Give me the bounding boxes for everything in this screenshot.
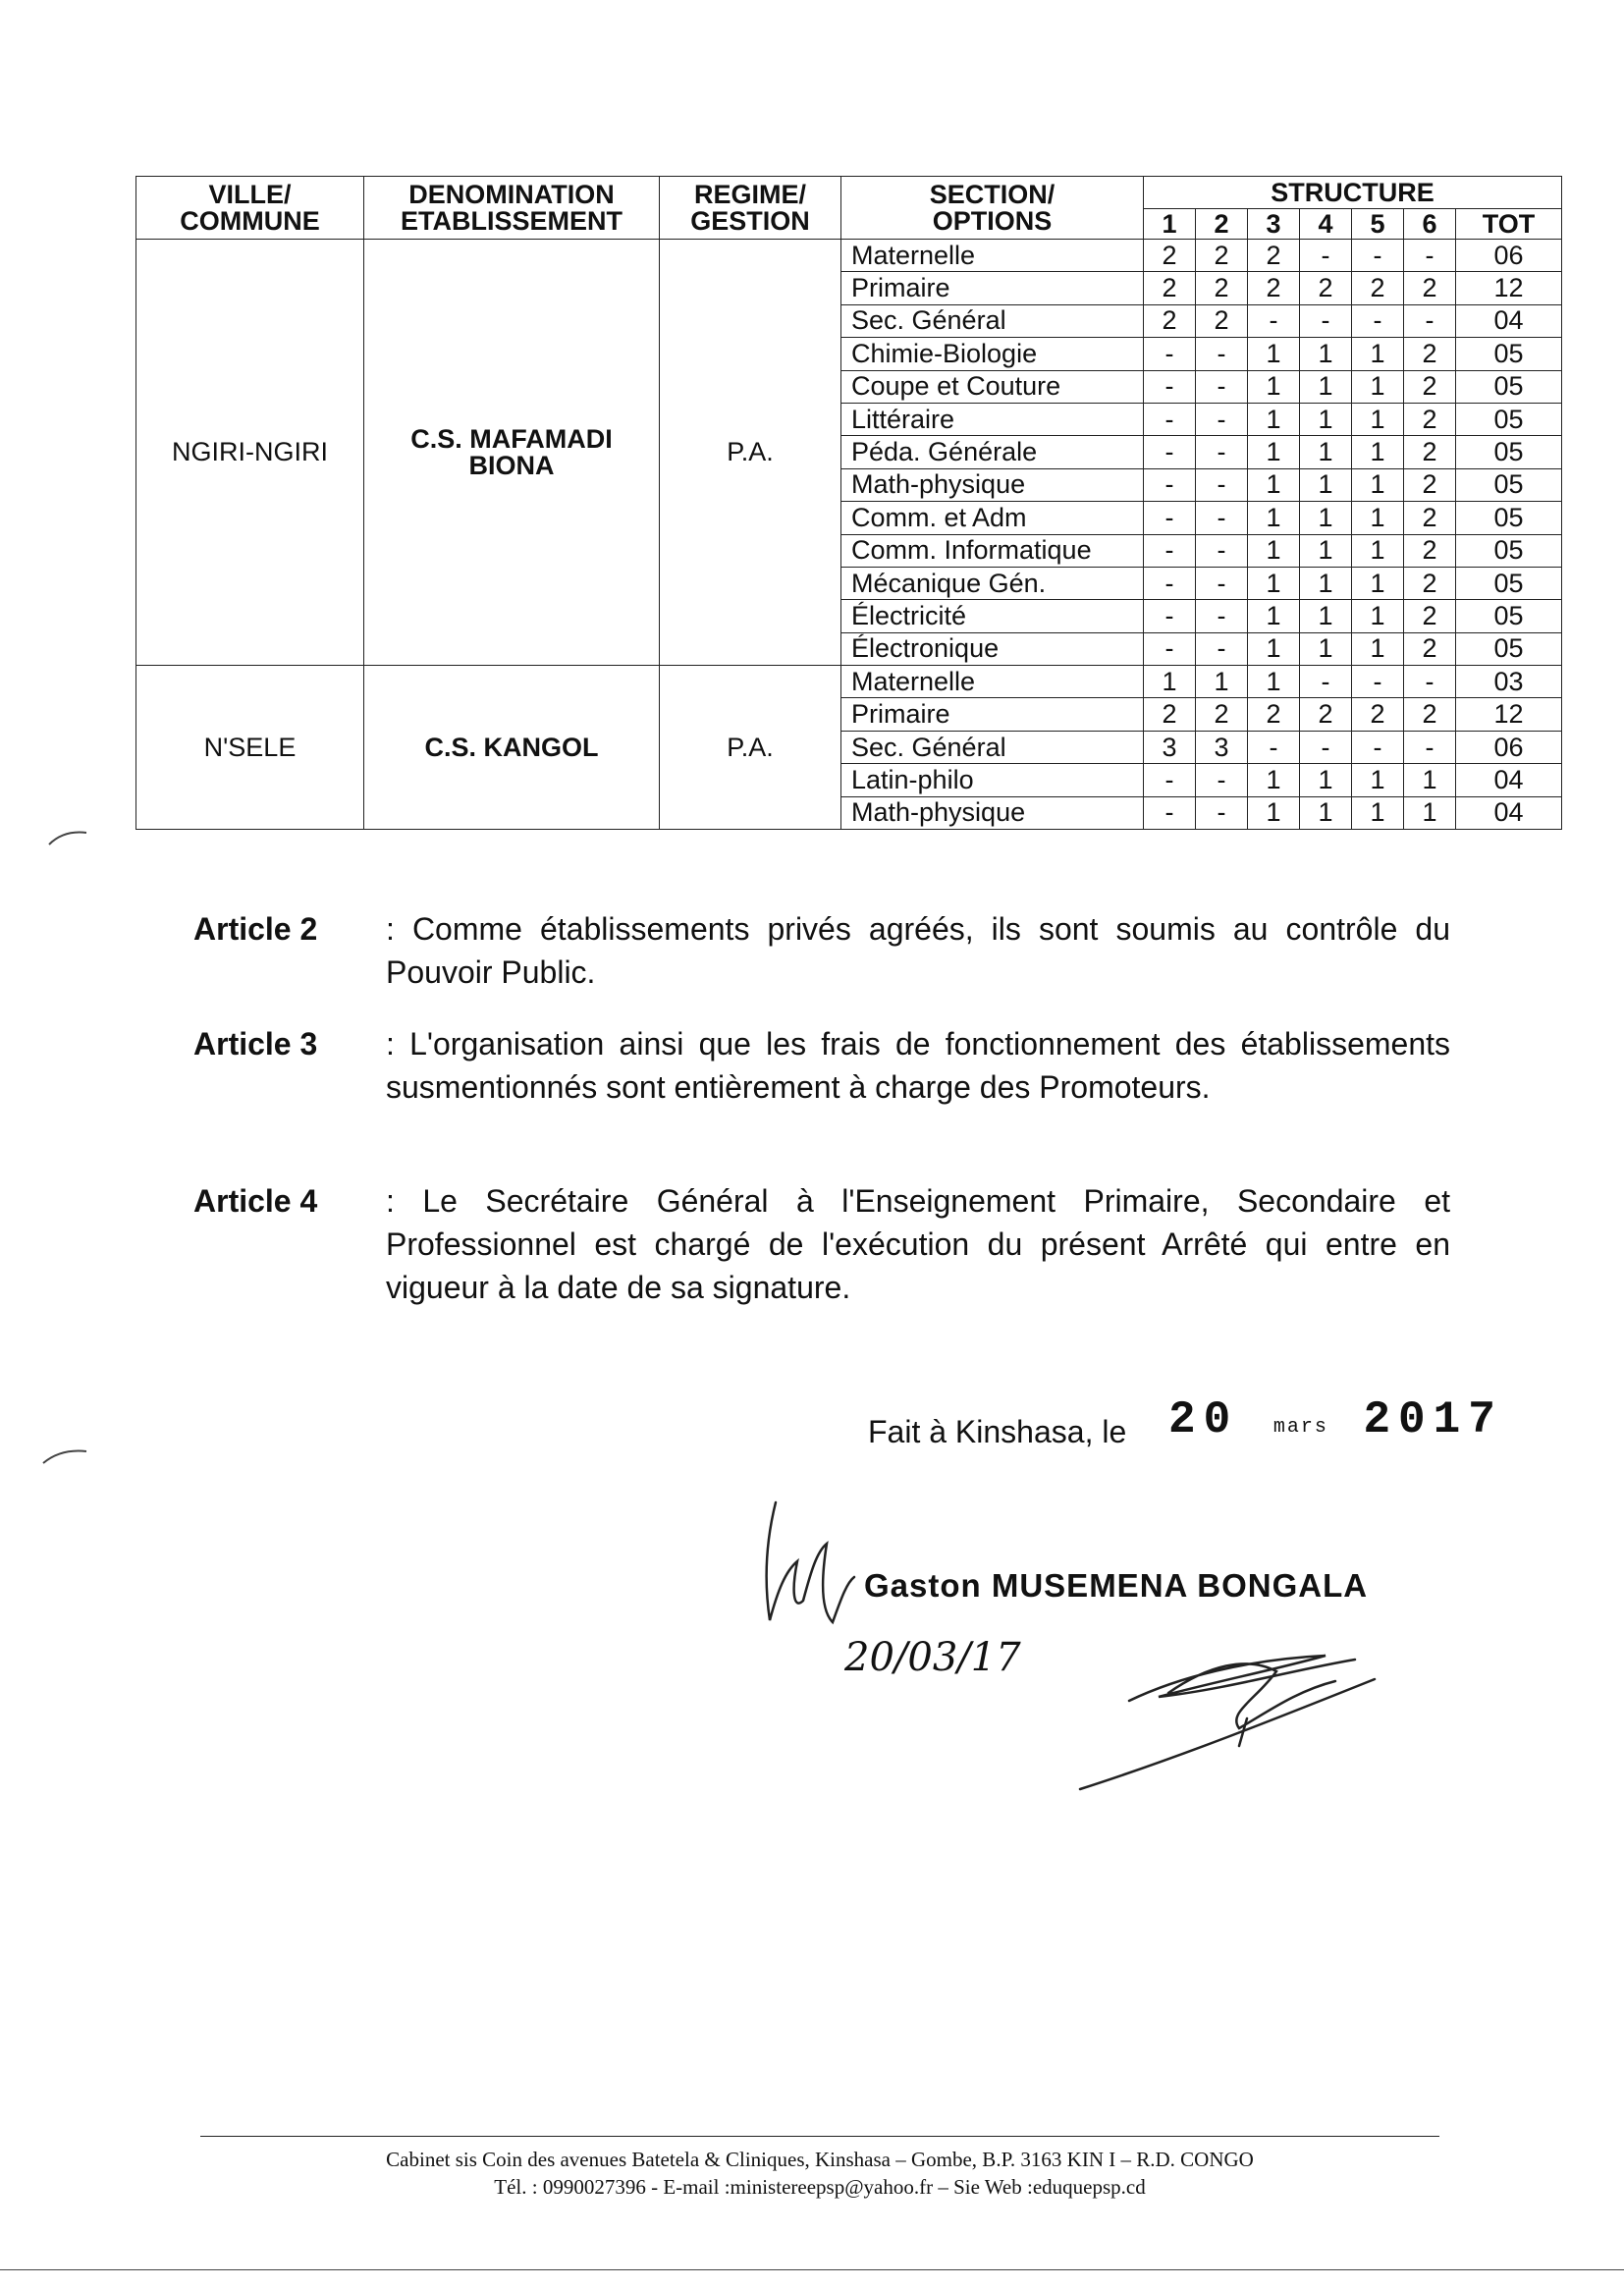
cell-structure-value: - <box>1404 666 1456 698</box>
header-denomination: DENOMINATION ETABLISSEMENT <box>364 177 660 240</box>
cell-structure-value: 2 <box>1352 272 1404 304</box>
cell-structure-value: 2 <box>1248 240 1300 272</box>
cell-total: 05 <box>1456 338 1562 370</box>
cell-total: 12 <box>1456 272 1562 304</box>
header-regime: REGIME/ GESTION <box>660 177 841 240</box>
header-structure-col: 2 <box>1196 209 1248 240</box>
cell-structure-value: - <box>1248 304 1300 337</box>
place-date-text: Fait à Kinshasa, le <box>868 1414 1127 1449</box>
denomination-line: C.S. KANGOL <box>424 732 599 762</box>
header-structure: STRUCTURE <box>1144 177 1562 209</box>
cell-option: Coupe et Couture <box>841 370 1144 403</box>
cell-total: 05 <box>1456 567 1562 599</box>
cell-structure-value: - <box>1352 304 1404 337</box>
cell-ville: NGIRI-NGIRI <box>136 240 364 666</box>
cell-option: Math-physique <box>841 796 1144 829</box>
article-label: Article 3 <box>193 1026 318 1062</box>
cell-structure-value: - <box>1404 304 1456 337</box>
cell-structure-value: 2 <box>1404 534 1456 567</box>
cell-total: 05 <box>1456 468 1562 501</box>
header-structure-col: 4 <box>1300 209 1352 240</box>
cell-structure-value: 1 <box>1352 468 1404 501</box>
article-text: : Comme établissements privés agréés, ils sont soumis au contrôle du Pouvoir Public. <box>386 911 1450 990</box>
cell-total: 06 <box>1456 731 1562 763</box>
cell-option: Comm. et Adm <box>841 502 1144 534</box>
cell-ville: N'SELE <box>136 666 364 830</box>
cell-option: Math-physique <box>841 468 1144 501</box>
cell-structure-value: 1 <box>1248 403 1300 435</box>
footer-address: Cabinet sis Coin des avenues Batetela & Cliniques, Kinshasa – Gombe, B.P. 3163 KIN I – R.D. CONGO <box>386 2148 1254 2171</box>
signature-underline <box>1080 1679 1375 1789</box>
cell-structure-value: - <box>1196 600 1248 632</box>
cell-structure-value: - <box>1404 240 1456 272</box>
cell-option: Électricité <box>841 600 1144 632</box>
cell-structure-value: - <box>1144 370 1196 403</box>
cell-structure-value: 1 <box>1248 796 1300 829</box>
footer-divider <box>200 2136 1439 2137</box>
cell-structure-value: 1 <box>1352 632 1404 665</box>
cell-structure-value: 2 <box>1144 272 1196 304</box>
cell-option: Sec. Général <box>841 304 1144 337</box>
cell-structure-value: 1 <box>1248 338 1300 370</box>
cell-structure-value: 1 <box>1248 632 1300 665</box>
cell-structure-value: 1 <box>1300 338 1352 370</box>
page-bottom-rule <box>0 2269 1624 2270</box>
cell-option: Littéraire <box>841 403 1144 435</box>
stamp-month: mars <box>1272 1416 1328 1439</box>
cell-structure-value: - <box>1144 632 1196 665</box>
cell-total: 03 <box>1456 666 1562 698</box>
cell-total: 04 <box>1456 304 1562 337</box>
cell-structure-value: - <box>1196 468 1248 501</box>
cell-structure-value: 1 <box>1300 600 1352 632</box>
cell-structure-value: 2 <box>1404 502 1456 534</box>
cell-structure-value: 2 <box>1300 698 1352 731</box>
cell-structure-value: 1 <box>1300 764 1352 796</box>
cell-structure-value: 2 <box>1404 370 1456 403</box>
cell-structure-value: 2 <box>1404 567 1456 599</box>
cell-structure-value: 1 <box>1144 666 1196 698</box>
header-structure-col: 3 <box>1248 209 1300 240</box>
cell-structure-value: - <box>1404 731 1456 763</box>
cell-structure-value: 1 <box>1404 796 1456 829</box>
signature-main <box>1129 1656 1355 1728</box>
cell-structure-value: 1 <box>1248 600 1300 632</box>
cell-structure-value: 2 <box>1404 403 1456 435</box>
cell-option: Latin-philo <box>841 764 1144 796</box>
cell-structure-value: - <box>1144 403 1196 435</box>
cell-structure-value: - <box>1196 502 1248 534</box>
cell-structure-value: 2 <box>1196 272 1248 304</box>
cell-total: 05 <box>1456 370 1562 403</box>
cell-total: 05 <box>1456 534 1562 567</box>
cell-structure-value: - <box>1196 534 1248 567</box>
cell-structure-value: 1 <box>1352 796 1404 829</box>
cell-structure-value: 1 <box>1352 764 1404 796</box>
cell-structure-value: 1 <box>1352 502 1404 534</box>
cell-structure-value: 1 <box>1352 534 1404 567</box>
cell-total: 05 <box>1456 403 1562 435</box>
stamp-day: 20 <box>1168 1394 1239 1445</box>
cell-total: 12 <box>1456 698 1562 731</box>
header-section: SECTION/ OPTIONS <box>841 177 1144 240</box>
cell-structure-value: 2 <box>1352 698 1404 731</box>
cell-option: Maternelle <box>841 666 1144 698</box>
cell-structure-value: 1 <box>1300 468 1352 501</box>
cell-structure-value: 2 <box>1404 272 1456 304</box>
cell-structure-value: 1 <box>1300 370 1352 403</box>
cell-structure-value: 1 <box>1404 764 1456 796</box>
cell-structure-value: - <box>1300 304 1352 337</box>
cell-structure-value: - <box>1144 600 1196 632</box>
cell-structure-value: 1 <box>1300 632 1352 665</box>
cell-option: Chimie-Biologie <box>841 338 1144 370</box>
cell-structure-value: 1 <box>1352 338 1404 370</box>
cell-structure-value: 1 <box>1300 567 1352 599</box>
cell-structure-value: 2 <box>1404 632 1456 665</box>
cell-structure-value: - <box>1196 370 1248 403</box>
header-ville: VILLE/ COMMUNE <box>136 177 364 240</box>
cell-structure-value: 1 <box>1300 796 1352 829</box>
cell-option: Électronique <box>841 632 1144 665</box>
cell-structure-value: 1 <box>1248 436 1300 468</box>
cell-structure-value: - <box>1144 567 1196 599</box>
cell-structure-value: - <box>1248 731 1300 763</box>
cell-structure-value: 2 <box>1196 698 1248 731</box>
cell-structure-value: - <box>1144 338 1196 370</box>
cell-structure-value: 1 <box>1248 764 1300 796</box>
cell-structure-value: - <box>1196 796 1248 829</box>
article-text: : Le Secrétaire Général à l'Enseignement Primaire, Secondaire et Professionnel est chargé de l'exécution du présent Arrêté qui entre en vigueur à la date de sa signature. <box>386 1183 1450 1305</box>
cell-regime: P.A. <box>660 240 841 666</box>
cell-structure-value: 2 <box>1144 304 1196 337</box>
cell-structure-value: 3 <box>1196 731 1248 763</box>
cell-option: Maternelle <box>841 240 1144 272</box>
cell-structure-value: 2 <box>1248 272 1300 304</box>
cell-structure-value: 1 <box>1196 666 1248 698</box>
cell-structure-value: 1 <box>1352 370 1404 403</box>
cell-structure-value: 1 <box>1248 468 1300 501</box>
signatory-name: Gaston MUSEMENA BONGALA <box>864 1567 1369 1604</box>
cell-structure-value: 2 <box>1404 468 1456 501</box>
cell-structure-value: - <box>1144 468 1196 501</box>
cell-option: Péda. Générale <box>841 436 1144 468</box>
cell-total: 05 <box>1456 600 1562 632</box>
cell-structure-value: - <box>1300 240 1352 272</box>
cell-structure-value: 3 <box>1144 731 1196 763</box>
initials-mark <box>767 1502 854 1622</box>
cell-option: Primaire <box>841 272 1144 304</box>
cell-structure-value: 1 <box>1248 534 1300 567</box>
cell-structure-value: - <box>1196 338 1248 370</box>
cell-total: 06 <box>1456 240 1562 272</box>
cell-structure-value: - <box>1196 567 1248 599</box>
cell-structure-value: 1 <box>1248 370 1300 403</box>
cell-option: Comm. Informatique <box>841 534 1144 567</box>
cell-structure-value: - <box>1352 666 1404 698</box>
cell-structure-value: 2 <box>1196 240 1248 272</box>
cell-structure-value: 1 <box>1300 534 1352 567</box>
header-structure-col: 5 <box>1352 209 1404 240</box>
cell-total: 04 <box>1456 764 1562 796</box>
cell-structure-value: - <box>1352 731 1404 763</box>
header-structure-col: 1 <box>1144 209 1196 240</box>
cell-regime: P.A. <box>660 666 841 830</box>
cell-structure-value: - <box>1300 666 1352 698</box>
cell-structure-value: - <box>1144 764 1196 796</box>
cell-structure-value: 2 <box>1404 600 1456 632</box>
cell-structure-value: 1 <box>1300 403 1352 435</box>
handwritten-date: 20/03/17 <box>844 1635 1021 1680</box>
article-label: Article 4 <box>193 1183 318 1219</box>
cell-structure-value: 2 <box>1196 304 1248 337</box>
cell-total: 05 <box>1456 502 1562 534</box>
cell-structure-value: - <box>1196 632 1248 665</box>
cell-structure-value: 2 <box>1300 272 1352 304</box>
cell-structure-value: 1 <box>1248 502 1300 534</box>
cell-structure-value: - <box>1300 731 1352 763</box>
article-label: Article 2 <box>193 911 318 947</box>
cell-structure-value: - <box>1144 502 1196 534</box>
denomination-line: C.S. MAFAMADI <box>410 423 613 454</box>
cell-structure-value: 1 <box>1300 436 1352 468</box>
cell-structure-value: - <box>1144 534 1196 567</box>
footer-contact: Tél. : 0990027396 - E-mail :ministereepsp@yahoo.fr – Sie Web :eduquepsp.cd <box>494 2175 1146 2199</box>
cell-option: Primaire <box>841 698 1144 731</box>
denomination-line: BIONA <box>468 450 555 480</box>
cell-structure-value: - <box>1196 436 1248 468</box>
article-text: : L'organisation ainsi que les frais de fonctionnement des établissements susmentionnés sont entièrement à charge des Promoteurs. <box>386 1026 1450 1105</box>
cell-structure-value: 2 <box>1404 436 1456 468</box>
header-structure-col: TOT <box>1456 209 1562 240</box>
cell-structure-value: 1 <box>1352 436 1404 468</box>
cell-structure-value: - <box>1144 796 1196 829</box>
stamp-year: 2017 <box>1363 1394 1503 1445</box>
cell-structure-value: - <box>1352 240 1404 272</box>
cell-total: 05 <box>1456 632 1562 665</box>
cell-structure-value: 1 <box>1352 403 1404 435</box>
cell-structure-value: 1 <box>1352 567 1404 599</box>
cell-structure-value: 2 <box>1404 338 1456 370</box>
cell-structure-value: - <box>1196 403 1248 435</box>
cell-structure-value: 2 <box>1144 698 1196 731</box>
cell-structure-value: 2 <box>1248 698 1300 731</box>
cell-structure-value: 1 <box>1248 567 1300 599</box>
cell-structure-value: 2 <box>1144 240 1196 272</box>
cell-total: 05 <box>1456 436 1562 468</box>
cell-option: Sec. Général <box>841 731 1144 763</box>
margin-marks <box>43 833 86 1464</box>
cell-structure-value: - <box>1196 764 1248 796</box>
cell-structure-value: 2 <box>1404 698 1456 731</box>
cell-structure-value: 1 <box>1352 600 1404 632</box>
cell-structure-value: 1 <box>1248 666 1300 698</box>
header-structure-col: 6 <box>1404 209 1456 240</box>
cell-total: 04 <box>1456 796 1562 829</box>
cell-structure-value: 1 <box>1300 502 1352 534</box>
cell-option: Mécanique Gén. <box>841 567 1144 599</box>
cell-structure-value: - <box>1144 436 1196 468</box>
